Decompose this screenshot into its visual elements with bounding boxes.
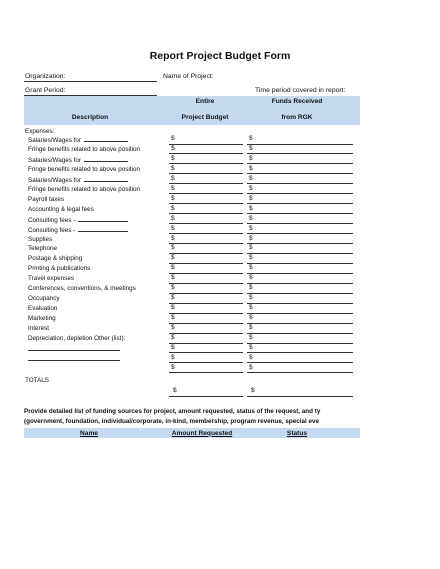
rgk-dollar: $ bbox=[249, 214, 253, 222]
expense-row-blank[interactable] bbox=[84, 156, 128, 162]
rgk-amount-field[interactable] bbox=[247, 313, 353, 314]
budget-dollar: $ bbox=[171, 284, 175, 292]
budget-amount-field[interactable] bbox=[169, 293, 243, 294]
rgk-dollar: $ bbox=[249, 254, 253, 262]
expenses-label: Expenses: bbox=[25, 128, 55, 135]
rgk-dollar: $ bbox=[249, 284, 253, 292]
expense-row-text: Travel expenses bbox=[28, 275, 74, 283]
budget-dollar: $ bbox=[171, 363, 175, 371]
expense-row-text: Salaries/Wages for bbox=[28, 176, 81, 184]
rgk-amount-field[interactable] bbox=[247, 213, 353, 214]
budget-amount-field[interactable] bbox=[169, 263, 243, 264]
rgk-dollar: $ bbox=[249, 324, 253, 332]
rgk-amount-field[interactable] bbox=[247, 183, 353, 184]
rgk-dollar: $ bbox=[249, 234, 253, 242]
rgk-amount-field[interactable] bbox=[247, 263, 353, 264]
expense-row-blank[interactable] bbox=[78, 216, 128, 222]
expense-row-text: Printing & publications bbox=[28, 265, 91, 273]
expense-row-blank[interactable] bbox=[84, 176, 128, 182]
rgk-dollar: $ bbox=[249, 135, 253, 142]
page-title: Report Project Budget Form bbox=[149, 50, 291, 62]
expense-row-label bbox=[28, 355, 120, 363]
time-period-label: Time period covered in report: bbox=[255, 87, 346, 94]
budget-dollar: $ bbox=[171, 264, 175, 272]
budget-dollar: $ bbox=[171, 343, 175, 351]
rgk-amount-field[interactable] bbox=[247, 362, 353, 363]
expense-row-text: Salaries/Wages for bbox=[28, 156, 81, 164]
expense-row-label bbox=[28, 146, 140, 153]
rgk-dollar: $ bbox=[249, 204, 253, 212]
rgk-amount-field[interactable] bbox=[247, 293, 353, 294]
expense-row-label bbox=[28, 285, 136, 292]
totals-rgk-dollar: $ bbox=[251, 387, 255, 394]
budget-amount-field[interactable] bbox=[169, 243, 243, 244]
budget-dollar: $ bbox=[171, 353, 175, 361]
rgk-dollar: $ bbox=[249, 334, 253, 341]
funding-table-header bbox=[24, 428, 360, 438]
budget-amount-field[interactable] bbox=[169, 313, 243, 314]
rgk-amount-field[interactable] bbox=[247, 153, 353, 154]
budget-dollar: $ bbox=[171, 204, 175, 212]
rgk-dollar: $ bbox=[249, 244, 253, 252]
expense-row-label bbox=[28, 275, 74, 282]
budget-amount-field[interactable] bbox=[169, 283, 243, 284]
rgk-dollar: $ bbox=[249, 264, 253, 272]
budget-amount-field[interactable] bbox=[169, 233, 243, 234]
rgk-dollar: $ bbox=[249, 304, 253, 312]
grant-period-label: Grant Period: bbox=[25, 87, 66, 94]
expense-row-label bbox=[28, 196, 64, 203]
rgk-amount-field[interactable] bbox=[247, 203, 353, 204]
budget-amount-field[interactable] bbox=[169, 144, 243, 145]
funding-status-header: Status bbox=[286, 429, 308, 437]
funding-instructions-1: Provide detailed list of funding sources for project, amount requested, status of the request, and ty bbox=[24, 408, 321, 415]
budget-dollar: $ bbox=[171, 254, 175, 262]
expense-row-text: Consulting fees - bbox=[28, 226, 76, 234]
budget-dollar: $ bbox=[171, 144, 175, 152]
rgk-dollar: $ bbox=[249, 144, 253, 152]
budget-dollar: $ bbox=[171, 334, 175, 341]
budget-amount-field[interactable] bbox=[169, 323, 243, 324]
budget-dollar: $ bbox=[171, 234, 175, 242]
budget-amount-field[interactable] bbox=[169, 223, 243, 224]
budget-dollar: $ bbox=[171, 304, 175, 312]
rgk-dollar: $ bbox=[249, 154, 253, 162]
rgk-amount-field[interactable] bbox=[247, 173, 353, 174]
totals-budget-dollar: $ bbox=[173, 387, 177, 394]
budget-dollar: $ bbox=[171, 135, 175, 142]
budget-amount-field[interactable] bbox=[169, 273, 243, 274]
expense-row-text: Interest bbox=[28, 325, 49, 333]
expense-row-label bbox=[28, 166, 140, 173]
expense-row-label bbox=[28, 236, 52, 243]
expense-row-text: Telephone bbox=[28, 245, 58, 253]
budget-dollar: $ bbox=[171, 244, 175, 252]
rgk-amount-field[interactable] bbox=[247, 253, 353, 254]
entire-header: Entire bbox=[195, 98, 215, 105]
rgk-amount-field[interactable] bbox=[247, 233, 353, 234]
funding-name-header: Name bbox=[80, 429, 98, 437]
expense-row-text: Evaluation bbox=[28, 305, 58, 313]
expense-row-label bbox=[28, 206, 94, 213]
other-expense-blank[interactable] bbox=[28, 355, 120, 361]
budget-amount-field[interactable] bbox=[169, 352, 243, 353]
expense-row-label bbox=[28, 265, 90, 272]
rgk-dollar: $ bbox=[249, 353, 253, 361]
budget-amount-field[interactable] bbox=[169, 193, 243, 194]
totals-budget-field[interactable] bbox=[169, 396, 243, 397]
rgk-amount-field[interactable] bbox=[247, 243, 353, 244]
rgk-dollar: $ bbox=[249, 174, 253, 182]
other-expense-blank[interactable] bbox=[28, 345, 120, 351]
rgk-dollar: $ bbox=[249, 294, 253, 302]
expense-row-label bbox=[28, 176, 128, 184]
expense-row-blank[interactable] bbox=[84, 136, 128, 142]
rgk-amount-field[interactable] bbox=[247, 323, 353, 324]
rgk-dollar: $ bbox=[249, 184, 253, 192]
budget-amount-field[interactable] bbox=[169, 203, 243, 204]
budget-dollar: $ bbox=[171, 194, 175, 202]
budget-dollar: $ bbox=[171, 164, 175, 172]
expense-row-label bbox=[28, 255, 82, 262]
rgk-amount-field[interactable] bbox=[247, 223, 353, 224]
expense-row-text: Supplies bbox=[28, 235, 53, 243]
expense-row-label bbox=[28, 156, 128, 164]
expense-row-text: Fringe benefits related to above position bbox=[28, 185, 141, 193]
rgk-amount-field[interactable] bbox=[247, 193, 353, 194]
project-name-label: Name of Project: bbox=[163, 73, 214, 80]
budget-dollar: $ bbox=[171, 214, 175, 222]
rgk-amount-field[interactable] bbox=[247, 343, 353, 344]
expense-row-label bbox=[28, 226, 128, 234]
project-budget-header: Project Budget bbox=[181, 114, 229, 121]
expense-row-text: Payroll taxes bbox=[28, 195, 65, 203]
budget-amount-field[interactable] bbox=[169, 343, 243, 344]
organization-label: Organization: bbox=[25, 73, 66, 80]
expense-row-text: Fringe benefits related to above position bbox=[28, 165, 141, 173]
budget-dollar: $ bbox=[171, 294, 175, 302]
expense-row-label bbox=[28, 325, 49, 332]
from-rgk-header: from RGK bbox=[281, 114, 313, 121]
expense-row-text: Conferences, conventions, & meetings bbox=[28, 285, 136, 293]
budget-dollar: $ bbox=[171, 324, 175, 332]
funds-received-header: Funds Received bbox=[271, 98, 323, 105]
rgk-amount-field[interactable] bbox=[247, 372, 353, 373]
budget-amount-field[interactable] bbox=[169, 153, 243, 154]
budget-amount-field[interactable] bbox=[169, 253, 243, 254]
totals-label: TOTALS bbox=[25, 377, 49, 384]
expense-row-text: Accounting & legal fees bbox=[28, 205, 94, 213]
expense-row-text: Occupancy bbox=[28, 295, 60, 303]
totals-rgk-field[interactable] bbox=[247, 396, 353, 397]
funding-amount-header: Amount Requested bbox=[171, 429, 233, 437]
description-header: Description bbox=[71, 114, 109, 121]
budget-amount-field[interactable] bbox=[169, 372, 243, 373]
budget-dollar: $ bbox=[171, 314, 175, 322]
expense-row-text: Consulting fees - bbox=[28, 216, 76, 224]
expense-row-blank[interactable] bbox=[78, 226, 128, 232]
expense-row-label bbox=[28, 136, 128, 144]
budget-amount-field[interactable] bbox=[169, 183, 243, 184]
budget-dollar: $ bbox=[171, 174, 175, 182]
expense-row-text: Fringe benefits related to above position bbox=[28, 145, 141, 153]
expense-row-label bbox=[28, 315, 56, 322]
rgk-amount-field[interactable] bbox=[247, 283, 353, 284]
rgk-amount-field[interactable] bbox=[247, 144, 353, 145]
expense-row-text: Postage & shipping bbox=[28, 255, 83, 263]
rgk-dollar: $ bbox=[249, 343, 253, 351]
rgk-amount-field[interactable] bbox=[247, 163, 353, 164]
budget-dollar: $ bbox=[171, 184, 175, 192]
rgk-amount-field[interactable] bbox=[247, 303, 353, 304]
expense-row-text: Salaries/Wages for bbox=[28, 137, 81, 144]
budget-amount-field[interactable] bbox=[169, 333, 243, 334]
budget-amount-field[interactable] bbox=[169, 213, 243, 214]
expense-row-label bbox=[28, 245, 57, 252]
budget-dollar: $ bbox=[171, 224, 175, 232]
rgk-dollar: $ bbox=[249, 164, 253, 172]
rgk-amount-field[interactable] bbox=[247, 273, 353, 274]
expense-row-label bbox=[28, 335, 125, 342]
expense-row-label bbox=[28, 345, 120, 353]
budget-amount-field[interactable] bbox=[169, 173, 243, 174]
budget-amount-field[interactable] bbox=[169, 303, 243, 304]
expense-row-label bbox=[28, 305, 57, 312]
funding-instructions-2: (government, foundation, individual/corporate, in-kind, membership, program revenue, special eve bbox=[24, 418, 319, 425]
rgk-dollar: $ bbox=[249, 194, 253, 202]
budget-amount-field[interactable] bbox=[169, 163, 243, 164]
expense-row-label bbox=[28, 295, 60, 302]
budget-dollar: $ bbox=[171, 274, 175, 282]
rgk-dollar: $ bbox=[249, 363, 253, 371]
organization-field[interactable] bbox=[24, 81, 157, 82]
expense-row-text: Depreciation, depletion Other (list): bbox=[28, 335, 126, 342]
expense-row-label bbox=[28, 216, 128, 224]
expense-row-label bbox=[28, 186, 140, 193]
budget-dollar: $ bbox=[171, 154, 175, 162]
rgk-amount-field[interactable] bbox=[247, 352, 353, 353]
expense-row-text: Marketing bbox=[28, 315, 56, 323]
budget-amount-field[interactable] bbox=[169, 362, 243, 363]
rgk-amount-field[interactable] bbox=[247, 333, 353, 334]
rgk-dollar: $ bbox=[249, 224, 253, 232]
rgk-dollar: $ bbox=[249, 314, 253, 322]
rgk-dollar: $ bbox=[249, 274, 253, 282]
